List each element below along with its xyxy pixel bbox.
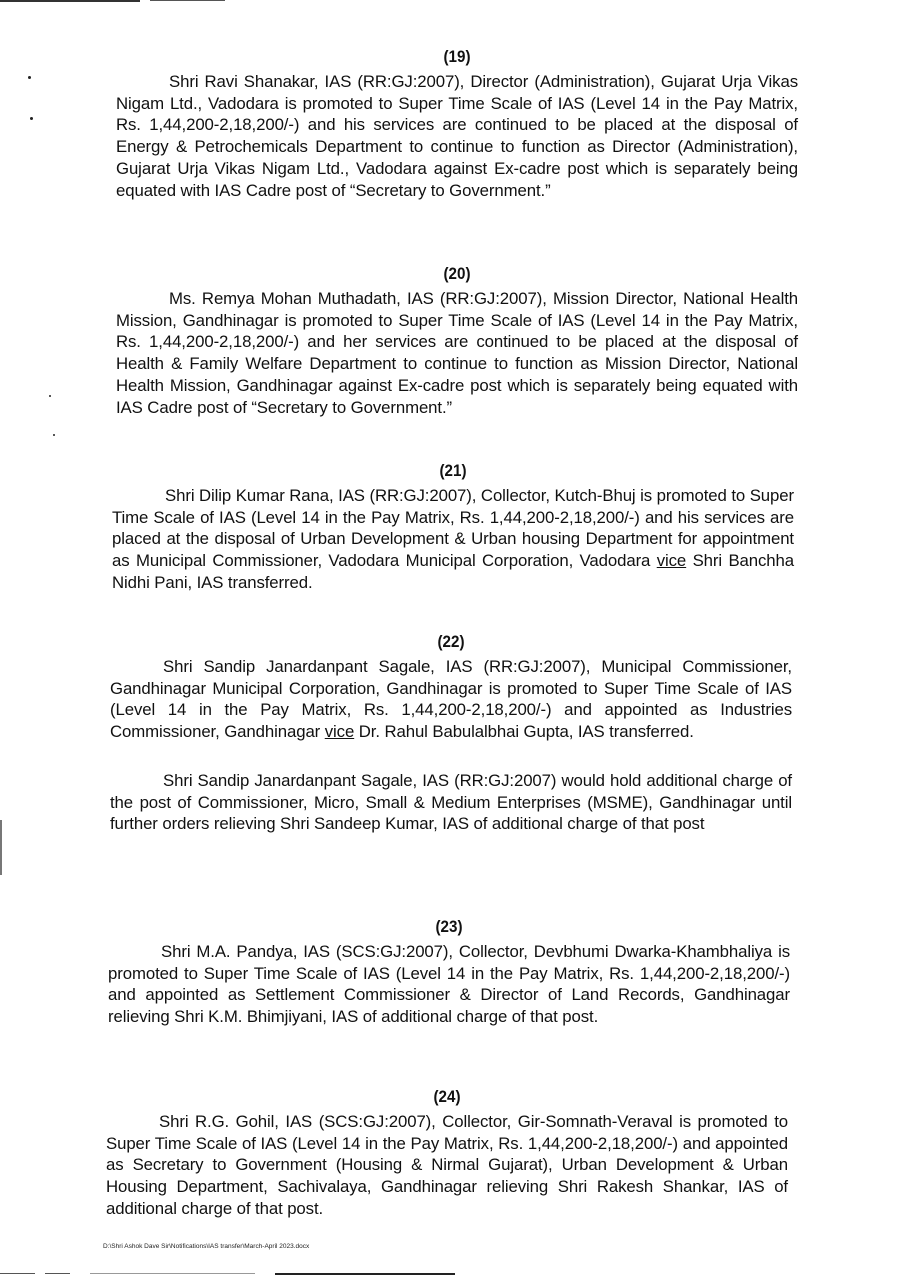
item-text: Shri Ravi Shanakar, IAS (RR:GJ:2007), Director (Administration), Gujarat Urja Vikas Nigam Ltd., Vadodara is promoted to Super Time Scale of IAS (Level 14 in the Pay Matrix, Rs. 1,44,200-2,18,200/-) and his services are continued to be placed at the disposal of Energy & Petrochemicals Department to continue to function as Director (Administration), Gujarat Urja Vikas Nigam Ltd., Vadodara against Ex-cadre post which is separately being equated with IAS Cadre post of “Secretary to Government.”: [116, 72, 798, 200]
order-item-22: [110, 633, 792, 835]
item-text: Ms. Remya Mohan Muthadath, IAS (RR:GJ:2007), Mission Director, National Health Mission, Gandhinagar is promoted to Super Time Scale of IAS (Level 14 in the Pay Matrix, Rs. 1,44,200-2,18,200/-) and her services are continued to be placed at the disposal of Health & Family Welfare Department to continue to function as Mission Director, National Health Mission, Gandhinagar against Ex-cadre post which is separately being equated with IAS Cadre post of “Secretary to Government.”: [116, 289, 798, 417]
scan-speck: [28, 76, 31, 79]
order-item-24: [106, 1088, 788, 1220]
item-text-before: Shri Dilip Kumar Rana, IAS (RR:GJ:2007), Collector, Kutch-Bhuj is promoted to Super Time Scale of IAS (Level 14 in the Pay Matrix, Rs. 1,44,200-2,18,200/-) and his services are placed at the disposal of Urban Development & Urban housing Department for appointment as Municipal Commissioner, Vadodara Municipal Corporation, Vadodara: [112, 486, 794, 571]
item-text-after: Shri Banchha Nidhi Pani, IAS transferred.: [112, 551, 794, 592]
item-text-after: Dr. Rahul Babulalbhai Gupta, IAS transferred.: [354, 722, 694, 742]
scan-speck: [30, 117, 33, 120]
item-number: (24): [433, 1088, 461, 1106]
scan-top-rule-fragment: [150, 0, 225, 1]
item-text: Shri R.G. Gohil, IAS (SCS:GJ:2007), Collector, Gir-Somnath-Veraval is promoted to Super Time Scale of IAS (Level 14 in the Pay Matrix, Rs. 1,44,200-2,18,200/-) and appointed as Secretary to Government (Housing & Nirmal Gujarat), Urban Development & Urban Housing Department, Sachivalaya, Gandhinagar relieving Shri Rakesh Shankar, IAS of additional charge of that post.: [106, 1112, 788, 1218]
order-item-19: [116, 48, 798, 201]
item-additional-charge: Shri Sandip Janardanpant Sagale, IAS (RR:GJ:2007) would hold additional charge of the post of Commissioner, Micro, Small & Medium Enterprises (MSME), Gandhinagar until further orders relieving Shri Sandeep Kumar, IAS of additional charge of that post: [110, 770, 792, 834]
scan-top-rule: [0, 0, 140, 2]
item-number: (20): [443, 265, 471, 283]
order-item-21: [112, 462, 794, 594]
scan-margin-mark: [0, 820, 2, 875]
scan-bottom-rule: [45, 1273, 70, 1274]
scan-speck: [53, 434, 55, 436]
item-number: (23): [435, 918, 463, 936]
item-number: (21): [439, 462, 467, 480]
underlined-vice: vice: [324, 722, 355, 742]
scan-speck: [49, 395, 51, 397]
underlined-vice: vice: [656, 551, 687, 571]
order-item-23: [108, 918, 790, 1028]
item-text: Shri M.A. Pandya, IAS (SCS:GJ:2007), Collector, Devbhumi Dwarka-Khambhaliya is promoted to Super Time Scale of IAS (Level 14 in the Pay Matrix, Rs. 1,44,200-2,18,200/-) and appointed as Settlement Commissioner & Director of Land Records, Gandhinagar relieving Shri K.M. Bhimjiyani, IAS of additional charge of that post.: [108, 942, 790, 1027]
item-text-before: Shri Sandip Janardanpant Sagale, IAS (RR:GJ:2007), Municipal Commissioner, Gandhinagar Municipal Corporation, Gandhinagar is promoted to Super Time Scale of IAS (Level 14 in the Pay Matrix, Rs. 1,44,200-2,18,200/-) and appointed as Industries Commissioner, Gandhinagar: [110, 657, 792, 742]
item-text: [110, 656, 792, 743]
footer-file-path: D:\Shri Ashok Dave Sir\Notifications\IAS transfer\March-April 2023.docx: [103, 1243, 310, 1250]
item-text: [112, 485, 794, 594]
item-number: (22): [437, 633, 465, 651]
scan-bottom-rule: [0, 1273, 35, 1274]
scan-bottom-rule: [275, 1273, 455, 1275]
scan-bottom-rule: [90, 1273, 255, 1274]
item-number: (19): [443, 48, 471, 66]
order-item-20: [116, 265, 798, 418]
